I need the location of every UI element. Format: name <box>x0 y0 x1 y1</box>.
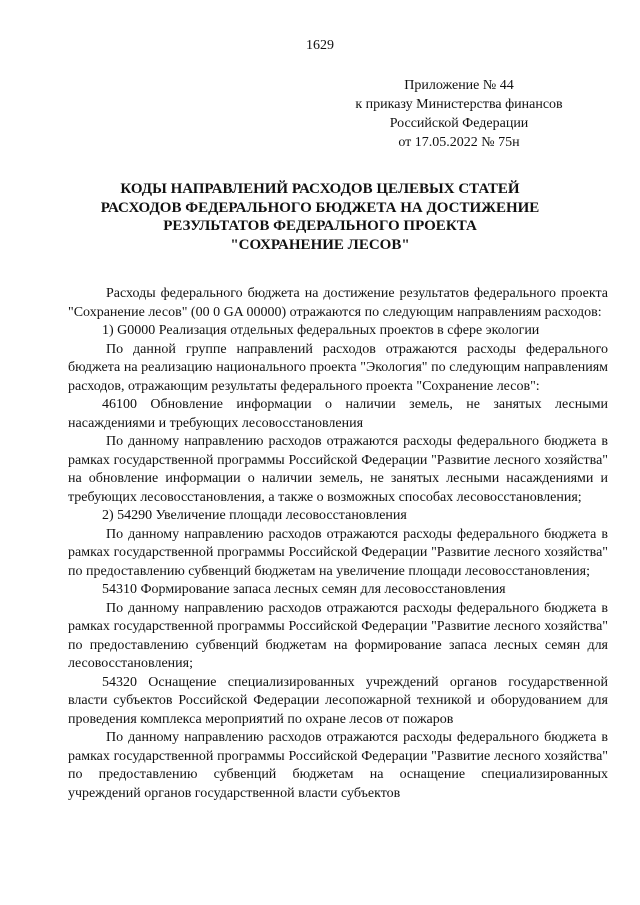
body-paragraph: По данному направлению расходов отражаются расходы федерального бюджета в рамках государственной программы Российской Федерации "Развитие лесного хозяйства" по предоставлению субвенций бюджетам на увеличение площади лесовосстановления; <box>68 526 608 579</box>
appendix-line: Приложение № 44 <box>404 78 514 93</box>
title-line: КОДЫ НАПРАВЛЕНИЙ РАСХОДОВ ЦЕЛЕВЫХ СТАТЕЙ <box>120 181 520 197</box>
expense-code-heading: 54310 Формирование запаса лесных семян для лесовосстановления <box>102 582 506 597</box>
body-paragraph: По данной группе направлений расходов отражаются расходы федерального бюджета на реализацию национального проекта "Экология" по следующим направлениям расходов, отражающим результаты федерального проекта "Сохранение лесов": <box>68 341 608 394</box>
intro-paragraph: Расходы федерального бюджета на достижение результатов федерального проекта "Сохранение лесов" (00 0 GA 00000) отражаются по следующим направлениям расходов: <box>68 286 608 320</box>
appendix-line: Российской Федерации <box>389 116 529 131</box>
appendix-line: к приказу Министерства финансов <box>355 97 563 112</box>
title-line: РЕЗУЛЬТАТОВ ФЕДЕРАЛЬНОГО ПРОЕКТА <box>163 218 477 234</box>
document-body <box>68 285 608 803</box>
appendix-line: от 17.05.2022 № 75н <box>398 135 520 150</box>
body-paragraph: По данному направлению расходов отражаются расходы федерального бюджета в рамках государственной программы Российской Федерации "Развитие лесного хозяйства" по предоставлению субвенций бюджетам на формирование запаса лесных семян для лесовосстановления; <box>68 600 608 671</box>
appendix-header <box>330 76 588 152</box>
expense-code-heading: 2) 54290 Увеличение площади лесовосстановления <box>102 508 407 523</box>
title-line: РАСХОДОВ ФЕДЕРАЛЬНОГО БЮДЖЕТА НА ДОСТИЖЕНИЕ <box>100 199 540 216</box>
expense-code-heading: 46100 Обновление информации о наличии земель, не занятых лесными насаждениями и требующих лесовосстановления <box>68 397 608 431</box>
title-line: "СОХРАНЕНИЕ ЛЕСОВ" <box>230 236 410 253</box>
expense-code-heading: 1) G0000 Реализация отдельных федеральных проектов в сфере экологии <box>102 323 540 338</box>
body-paragraph: По данному направлению расходов отражаются расходы федерального бюджета в рамках государственной программы Российской Федерации "Развитие лесного хозяйства" на обновление информации о наличии земель, не занятых лесными насаждениями и требующих лесовосстановления, а также о возможных способах лесовосстановления; <box>68 434 608 505</box>
document-title <box>60 180 580 254</box>
body-paragraph: По данному направлению расходов отражаются расходы федерального бюджета в рамках государственной программы Российской Федерации "Развитие лесного хозяйства" по предоставлению субвенций бюджетам на оснащение специализированных учреждений органов государственной власти субъектов <box>68 730 608 801</box>
expense-code-heading: 54320 Оснащение специализированных учреждений органов государственной власти субъектов Российской Федерации лесопожарной техникой и оборудованием для проведения комплекса мероприятий по охране лесов от пожаров <box>68 674 608 727</box>
page-number: 1629 <box>306 38 334 53</box>
